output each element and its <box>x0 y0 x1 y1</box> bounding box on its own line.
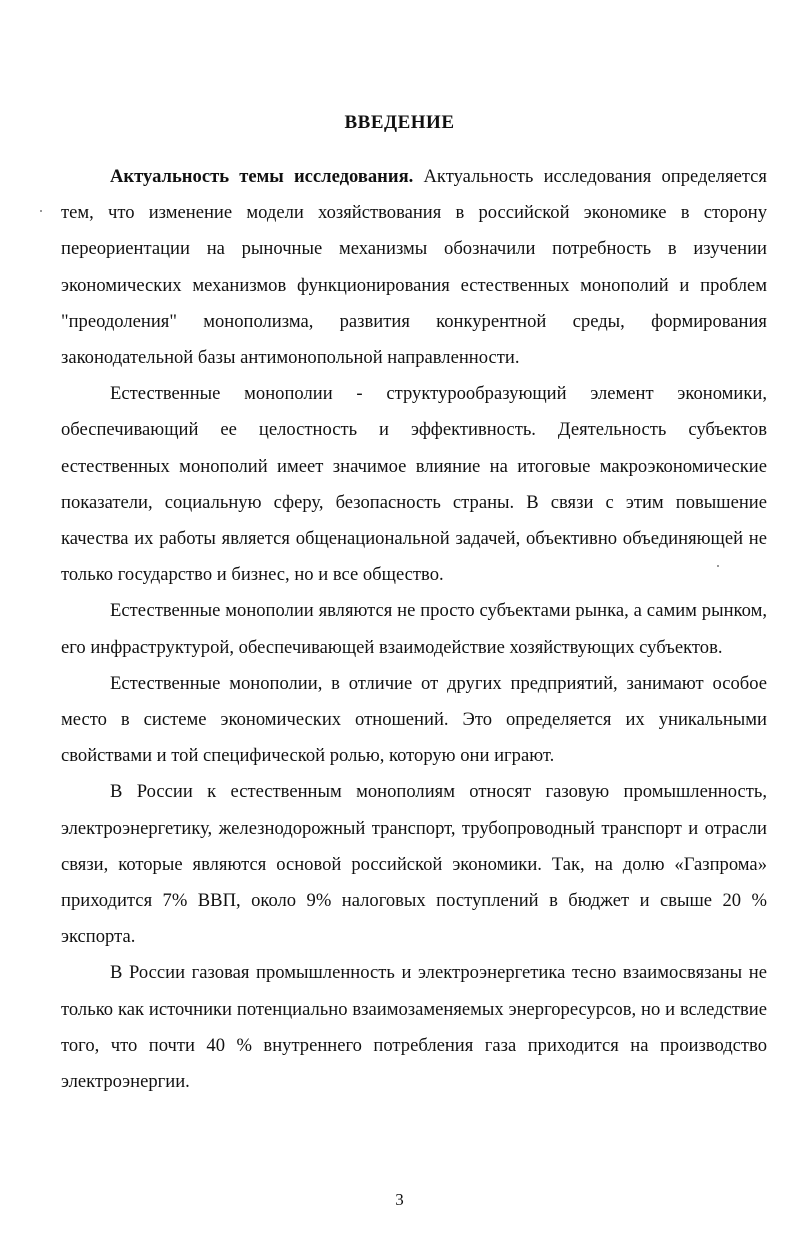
paragraph-natural-monopolies: Естественные монополии - структурообразующий элемент экономики, обеспечивающий ее целостность и эффективность. Деятельность субъектов естественных монополий имеет значимое влияние на итоговые макроэкономические показатели, социальную сферу, безопасность страны. В связи с этим повышение качества их работы является общенациональной задачей, объективно объединяющей не только государство и бизнес, но и все общество. <box>61 383 767 586</box>
page-title: ВВЕДЕНИЕ <box>344 112 455 133</box>
scan-speck <box>40 210 42 212</box>
paragraph-relevance <box>61 159 767 376</box>
paragraph-market-infrastructure: Естественные монополии являются не просто субъектами рынка, а самим рынком, его инфраструктурой, обеспечивающей взаимодействие хозяйствующих субъектов. <box>61 600 767 658</box>
paragraph-lead: Актуальность темы исследования. <box>110 166 414 187</box>
scan-speck <box>717 565 719 567</box>
page-number: 3 <box>395 1190 404 1209</box>
body-text <box>61 159 767 1100</box>
paragraph-russia-monopolies: В России к естественным монополиям относят газовую промышленность, электроэнергетику, железнодорожный транспорт, трубопроводный транспорт и отрасли связи, которые являются основой российской экономики. Так, на долю «Газпрома» приходится 7% ВВП, около 9% налоговых поступлений в бюджет и свыше 20 % экспорта. <box>61 781 767 948</box>
paragraph-special-place: Естественные монополии, в отличие от других предприятий, занимают особое место в системе экономических отношений. Это определяется их уникальными свойствами и той специфической ролью, которую они играют. <box>61 672 767 767</box>
paragraph-text: Актуальность исследования определяется тем, что изменение модели хозяйствования в российской экономике в сторону переориентации на рыночные механизмы обозначили потребность в изучении экономических механизмов функционирования естественных монополий и проблем "преодоления" монополизма, развития конкурентной среды, формирования законодательной базы антимонопольной направленности. <box>61 166 767 369</box>
paragraph-gas-electricity: В России газовая промышленность и электроэнергетика тесно взаимосвязаны не только как источники потенциально взаимозаменяемых энергоресурсов, но и вследствие того, что почти 40 % внутреннего потребления газа приходится на производство электроэнергии. <box>61 962 767 1093</box>
